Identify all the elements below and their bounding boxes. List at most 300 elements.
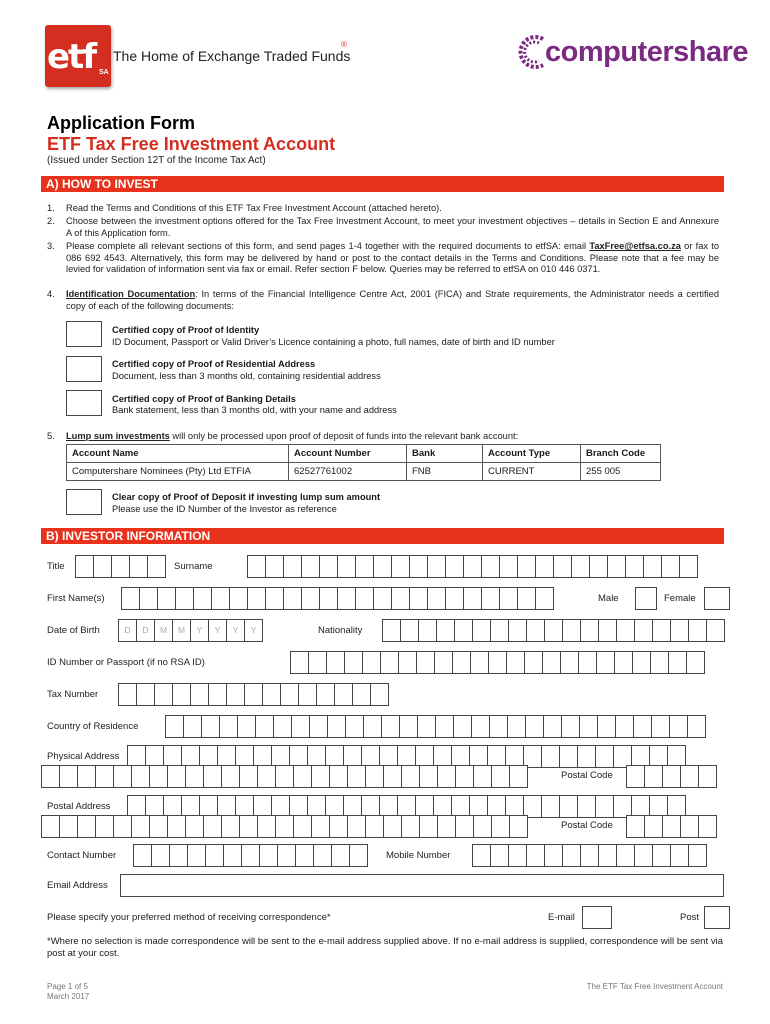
char-cell[interactable] (290, 651, 309, 674)
char-cell[interactable] (598, 844, 617, 867)
char-cell[interactable] (616, 844, 635, 867)
char-cell[interactable] (455, 815, 474, 838)
date-of-birth-field[interactable] (118, 619, 263, 642)
char-cell[interactable] (157, 587, 176, 610)
char-cell[interactable] (331, 844, 350, 867)
char-cell[interactable] (247, 587, 266, 610)
char-cell[interactable] (77, 765, 96, 788)
tax-number-field[interactable] (118, 683, 389, 706)
proof-of-deposit-checkbox[interactable] (66, 489, 102, 515)
char-cell[interactable] (391, 587, 410, 610)
email-address-field[interactable] (120, 874, 724, 897)
page-number: Page 1 of 5 (47, 982, 88, 991)
char-cell[interactable] (380, 651, 399, 674)
char-cell[interactable] (670, 844, 689, 867)
char-cell[interactable] (355, 555, 374, 578)
char-cell[interactable] (131, 765, 150, 788)
instruction-text (66, 289, 719, 312)
char-cell[interactable] (187, 844, 206, 867)
char-cell[interactable] (259, 844, 278, 867)
char-cell[interactable] (508, 619, 527, 642)
char-cell[interactable] (183, 715, 202, 738)
char-cell[interactable] (706, 619, 725, 642)
char-cell[interactable] (553, 555, 572, 578)
dob-cell[interactable]: D (136, 619, 155, 642)
char-cell[interactable] (257, 765, 276, 788)
char-cell[interactable] (559, 795, 578, 818)
char-cell[interactable] (129, 555, 148, 578)
char-cell[interactable] (626, 815, 645, 838)
dob-cell[interactable]: Y (226, 619, 245, 642)
char-cell[interactable] (59, 815, 78, 838)
char-cell[interactable] (370, 683, 389, 706)
char-cell[interactable] (595, 745, 614, 768)
instruction-text-post: or fax to 086 692 4543. Alternatively, this form may be delivered by hand or post to the contact details in the Terms and Conditions. Please note that a fee may be levied for validation of information sent via fax or email. Refer section F below. Queries may be referred to etfSA on 010 446 0371. (66, 241, 720, 274)
char-cell[interactable] (595, 795, 614, 818)
char-cell[interactable] (643, 555, 662, 578)
char-cell[interactable] (417, 715, 436, 738)
char-cell[interactable] (59, 765, 78, 788)
char-cell[interactable] (93, 555, 112, 578)
char-cell[interactable] (241, 844, 260, 867)
char-cell[interactable] (355, 587, 374, 610)
bank-details-table (66, 444, 661, 481)
char-cell[interactable] (147, 555, 166, 578)
char-cell[interactable] (661, 555, 680, 578)
char-cell[interactable] (221, 765, 240, 788)
char-cell[interactable] (295, 844, 314, 867)
instruction-number: 3. (47, 241, 55, 251)
char-cell[interactable] (316, 683, 335, 706)
char-cell[interactable] (293, 765, 312, 788)
char-cell[interactable] (416, 651, 435, 674)
dob-cell[interactable]: M (154, 619, 173, 642)
char-cell[interactable] (229, 587, 248, 610)
char-cell[interactable] (559, 745, 578, 768)
nationality-label: Nationality (318, 625, 363, 636)
male-checkbox[interactable] (635, 587, 657, 610)
char-cell[interactable] (652, 619, 671, 642)
char-cell[interactable] (526, 619, 545, 642)
char-cell[interactable] (347, 765, 366, 788)
char-cell[interactable] (400, 619, 419, 642)
dob-cell[interactable]: M (172, 619, 191, 642)
char-cell[interactable] (283, 587, 302, 610)
section-b-heading: B) INVESTOR INFORMATION (41, 528, 724, 544)
char-cell[interactable] (686, 651, 705, 674)
char-cell[interactable] (399, 715, 418, 738)
char-cell[interactable] (275, 765, 294, 788)
char-cell[interactable] (95, 815, 114, 838)
char-cell[interactable] (383, 815, 402, 838)
char-cell[interactable] (311, 815, 330, 838)
instruction-number: 2. (47, 216, 55, 226)
char-cell[interactable] (526, 844, 545, 867)
instruction-text (66, 431, 719, 443)
char-cell[interactable] (614, 651, 633, 674)
char-cell[interactable] (381, 715, 400, 738)
char-cell[interactable] (226, 683, 245, 706)
char-cell[interactable] (644, 815, 663, 838)
char-cell[interactable] (337, 587, 356, 610)
char-cell[interactable] (437, 815, 456, 838)
char-cell[interactable] (211, 587, 230, 610)
char-cell[interactable] (455, 765, 474, 788)
instruction-lead: Lump sum investments (66, 431, 170, 441)
char-cell[interactable] (668, 651, 687, 674)
char-cell[interactable] (481, 587, 500, 610)
char-cell[interactable] (445, 587, 464, 610)
char-cell[interactable] (578, 651, 597, 674)
char-cell[interactable] (205, 844, 224, 867)
char-cell[interactable] (688, 619, 707, 642)
char-cell[interactable] (679, 555, 698, 578)
char-cell[interactable] (149, 815, 168, 838)
char-cell[interactable] (319, 587, 338, 610)
char-cell[interactable] (632, 651, 651, 674)
mobile-number-label: Mobile Number (386, 850, 451, 861)
surname-field[interactable] (247, 555, 698, 578)
char-cell[interactable] (185, 815, 204, 838)
char-cell[interactable] (419, 765, 438, 788)
table-row (67, 463, 661, 481)
char-cell[interactable] (436, 619, 455, 642)
char-cell[interactable] (327, 715, 346, 738)
char-cell[interactable] (280, 683, 299, 706)
char-cell[interactable] (535, 587, 554, 610)
char-cell[interactable] (265, 555, 284, 578)
email-option-checkbox[interactable] (582, 906, 612, 929)
char-cell[interactable] (349, 844, 368, 867)
char-cell[interactable] (434, 651, 453, 674)
char-cell[interactable] (463, 555, 482, 578)
char-cell[interactable] (562, 844, 581, 867)
char-cell[interactable] (221, 815, 240, 838)
char-cell[interactable] (489, 715, 508, 738)
dob-cell[interactable]: D (118, 619, 137, 642)
char-cell[interactable] (499, 587, 518, 610)
char-cell[interactable] (435, 715, 454, 738)
char-cell[interactable] (398, 651, 417, 674)
char-cell[interactable] (363, 715, 382, 738)
char-cell[interactable] (616, 619, 635, 642)
char-cell[interactable] (598, 619, 617, 642)
char-cell[interactable] (626, 765, 645, 788)
char-cell[interactable] (352, 683, 371, 706)
char-cell[interactable] (491, 765, 510, 788)
char-cell[interactable] (524, 651, 543, 674)
char-cell[interactable] (543, 715, 562, 738)
char-cell[interactable] (167, 765, 186, 788)
char-cell[interactable] (151, 844, 170, 867)
char-cell[interactable] (237, 715, 256, 738)
char-cell[interactable] (41, 765, 60, 788)
char-cell[interactable] (391, 555, 410, 578)
char-cell[interactable] (265, 587, 284, 610)
footer-document-title: The ETF Tax Free Investment Account (586, 982, 723, 991)
char-cell[interactable] (597, 715, 616, 738)
char-cell[interactable] (75, 555, 94, 578)
email-link[interactable]: TaxFree@etfsa.co.za (589, 241, 681, 251)
char-cell[interactable] (470, 651, 489, 674)
char-cell[interactable] (662, 765, 681, 788)
char-cell[interactable] (329, 765, 348, 788)
char-cell[interactable] (185, 765, 204, 788)
char-cell[interactable] (463, 587, 482, 610)
char-cell[interactable] (373, 587, 392, 610)
char-cell[interactable] (239, 765, 258, 788)
char-cell[interactable] (472, 844, 491, 867)
char-cell[interactable] (301, 555, 320, 578)
postal-postal-code-field[interactable] (626, 815, 717, 838)
char-cell[interactable] (365, 815, 384, 838)
table-header: Account Number (289, 445, 407, 463)
proof-of-banking-checkbox[interactable] (66, 390, 102, 416)
char-cell[interactable] (275, 815, 294, 838)
char-cell[interactable] (337, 555, 356, 578)
char-cell[interactable] (118, 683, 137, 706)
char-cell[interactable] (454, 619, 473, 642)
char-cell[interactable] (277, 844, 296, 867)
char-cell[interactable] (688, 844, 707, 867)
char-cell[interactable] (419, 815, 438, 838)
id-number-field[interactable] (290, 651, 705, 674)
char-cell[interactable] (298, 683, 317, 706)
char-cell[interactable] (471, 715, 490, 738)
char-cell[interactable] (113, 815, 132, 838)
char-cell[interactable] (133, 844, 152, 867)
char-cell[interactable] (334, 683, 353, 706)
char-cell[interactable] (544, 619, 563, 642)
char-cell[interactable] (507, 715, 526, 738)
char-cell[interactable] (169, 844, 188, 867)
char-cell[interactable] (291, 715, 310, 738)
char-cell[interactable] (344, 651, 363, 674)
char-cell[interactable] (680, 765, 699, 788)
proof-of-identity-checkbox[interactable] (66, 321, 102, 347)
char-cell[interactable] (580, 844, 599, 867)
char-cell[interactable] (409, 555, 428, 578)
table-cell: 255 005 (581, 463, 661, 481)
char-cell[interactable] (687, 715, 706, 738)
char-cell[interactable] (175, 587, 194, 610)
char-cell[interactable] (670, 619, 689, 642)
female-checkbox[interactable] (704, 587, 730, 610)
char-cell[interactable] (239, 815, 258, 838)
char-cell[interactable] (401, 815, 420, 838)
char-cell[interactable] (535, 555, 554, 578)
char-cell[interactable] (149, 765, 168, 788)
email-address-label: Email Address (47, 880, 108, 891)
char-cell[interactable] (669, 715, 688, 738)
char-cell[interactable] (113, 765, 132, 788)
dob-cell[interactable]: Y (208, 619, 227, 642)
instruction-item (47, 216, 719, 239)
char-cell[interactable] (167, 815, 186, 838)
char-cell[interactable] (541, 795, 560, 818)
char-cell[interactable] (247, 555, 266, 578)
char-cell[interactable] (41, 815, 60, 838)
char-cell[interactable] (650, 651, 669, 674)
char-cell[interactable] (203, 765, 222, 788)
title-field[interactable] (75, 555, 166, 578)
char-cell[interactable] (506, 651, 525, 674)
char-cell[interactable] (607, 555, 626, 578)
char-cell[interactable] (490, 844, 509, 867)
char-cell[interactable] (95, 765, 114, 788)
char-cell[interactable] (508, 844, 527, 867)
char-cell[interactable] (680, 815, 699, 838)
char-cell[interactable] (262, 683, 281, 706)
dob-cell[interactable]: Y (190, 619, 209, 642)
char-cell[interactable] (365, 765, 384, 788)
char-cell[interactable] (273, 715, 292, 738)
char-cell[interactable] (190, 683, 209, 706)
surname-label: Surname (174, 561, 213, 572)
char-cell[interactable] (131, 815, 150, 838)
char-cell[interactable] (589, 555, 608, 578)
char-cell[interactable] (301, 587, 320, 610)
date-of-birth-label: Date of Birth (47, 625, 100, 636)
char-cell[interactable] (308, 651, 327, 674)
char-cell[interactable] (154, 683, 173, 706)
char-cell[interactable] (362, 651, 381, 674)
char-cell[interactable] (293, 815, 312, 838)
char-cell[interactable] (208, 683, 227, 706)
char-cell[interactable] (326, 651, 345, 674)
char-cell[interactable] (491, 815, 510, 838)
instruction-text: Choose between the investment options offered for the Tax Free Investment Account, to meet your investment objectives – details in Section E and Annexure A of this Application form. (66, 216, 719, 238)
char-cell[interactable] (472, 619, 491, 642)
char-cell[interactable] (309, 715, 328, 738)
table-header: Bank (407, 445, 483, 463)
char-cell[interactable] (634, 844, 653, 867)
char-cell[interactable] (579, 715, 598, 738)
instruction-item (47, 431, 719, 443)
char-cell[interactable] (577, 795, 596, 818)
char-cell[interactable] (517, 555, 536, 578)
char-cell[interactable] (651, 715, 670, 738)
char-cell[interactable] (625, 555, 644, 578)
char-cell[interactable] (662, 815, 681, 838)
char-cell[interactable] (347, 815, 366, 838)
char-cell[interactable] (77, 815, 96, 838)
char-cell[interactable] (313, 844, 332, 867)
char-cell[interactable] (488, 651, 507, 674)
dob-cell[interactable]: Y (244, 619, 263, 642)
char-cell[interactable] (517, 587, 536, 610)
char-cell[interactable] (329, 815, 348, 838)
char-cell[interactable] (255, 715, 274, 738)
char-cell[interactable] (544, 844, 563, 867)
char-cell[interactable] (409, 587, 428, 610)
char-cell[interactable] (219, 715, 238, 738)
char-cell[interactable] (165, 715, 184, 738)
char-cell[interactable] (172, 683, 191, 706)
char-cell[interactable] (473, 765, 492, 788)
form-issued-note: (Issued under Section 12T of the Income Tax Act) (47, 155, 266, 166)
char-cell[interactable] (525, 715, 544, 738)
char-cell[interactable] (223, 844, 242, 867)
char-cell[interactable] (615, 715, 634, 738)
char-cell[interactable] (445, 555, 464, 578)
char-cell[interactable] (201, 715, 220, 738)
char-cell[interactable] (473, 815, 492, 838)
char-cell[interactable] (244, 683, 263, 706)
postal-address-line2[interactable] (41, 815, 528, 838)
char-cell[interactable] (257, 815, 276, 838)
proof-of-address-checkbox[interactable] (66, 356, 102, 382)
char-cell[interactable] (560, 651, 579, 674)
physical-postal-code-field[interactable] (626, 765, 717, 788)
char-cell[interactable] (634, 619, 653, 642)
mobile-number-field[interactable] (472, 844, 707, 867)
country-field[interactable] (165, 715, 706, 738)
table-cell: 62527761002 (289, 463, 407, 481)
char-cell[interactable] (427, 587, 446, 610)
char-cell[interactable] (596, 651, 615, 674)
char-cell[interactable] (418, 619, 437, 642)
char-cell[interactable] (311, 765, 330, 788)
char-cell[interactable] (633, 715, 652, 738)
char-cell[interactable] (136, 683, 155, 706)
char-cell[interactable] (383, 765, 402, 788)
char-cell[interactable] (571, 555, 590, 578)
char-cell[interactable] (652, 844, 671, 867)
char-cell[interactable] (139, 587, 158, 610)
char-cell[interactable] (577, 745, 596, 768)
char-cell[interactable] (490, 619, 509, 642)
char-cell[interactable] (283, 555, 302, 578)
computershare-swirl-icon (513, 30, 549, 74)
char-cell[interactable] (427, 555, 446, 578)
nationality-field[interactable] (382, 619, 725, 642)
char-cell[interactable] (373, 555, 392, 578)
char-cell[interactable] (541, 745, 560, 768)
char-cell[interactable] (644, 765, 663, 788)
char-cell[interactable] (561, 715, 580, 738)
post-option-checkbox[interactable] (704, 906, 730, 929)
char-cell[interactable] (319, 555, 338, 578)
physical-address-line2[interactable] (41, 765, 528, 788)
contact-number-field[interactable] (133, 844, 368, 867)
char-cell[interactable] (193, 587, 212, 610)
char-cell[interactable] (481, 555, 500, 578)
char-cell[interactable] (509, 765, 528, 788)
char-cell[interactable] (453, 715, 472, 738)
char-cell[interactable] (542, 651, 561, 674)
char-cell[interactable] (562, 619, 581, 642)
char-cell[interactable] (401, 765, 420, 788)
char-cell[interactable] (382, 619, 401, 642)
char-cell[interactable] (509, 815, 528, 838)
char-cell[interactable] (111, 555, 130, 578)
table-cell: FNB (407, 463, 483, 481)
char-cell[interactable] (203, 815, 222, 838)
char-cell[interactable] (499, 555, 518, 578)
char-cell[interactable] (698, 815, 717, 838)
char-cell[interactable] (698, 765, 717, 788)
first-names-field[interactable] (121, 587, 554, 610)
table-header: Account Name (67, 445, 289, 463)
instruction-body: will only be processed upon proof of deposit of funds into the relevant bank account: (169, 431, 519, 441)
char-cell[interactable] (345, 715, 364, 738)
char-cell[interactable] (121, 587, 140, 610)
male-label: Male (598, 593, 619, 604)
char-cell[interactable] (437, 765, 456, 788)
char-cell[interactable] (452, 651, 471, 674)
char-cell[interactable] (580, 619, 599, 642)
